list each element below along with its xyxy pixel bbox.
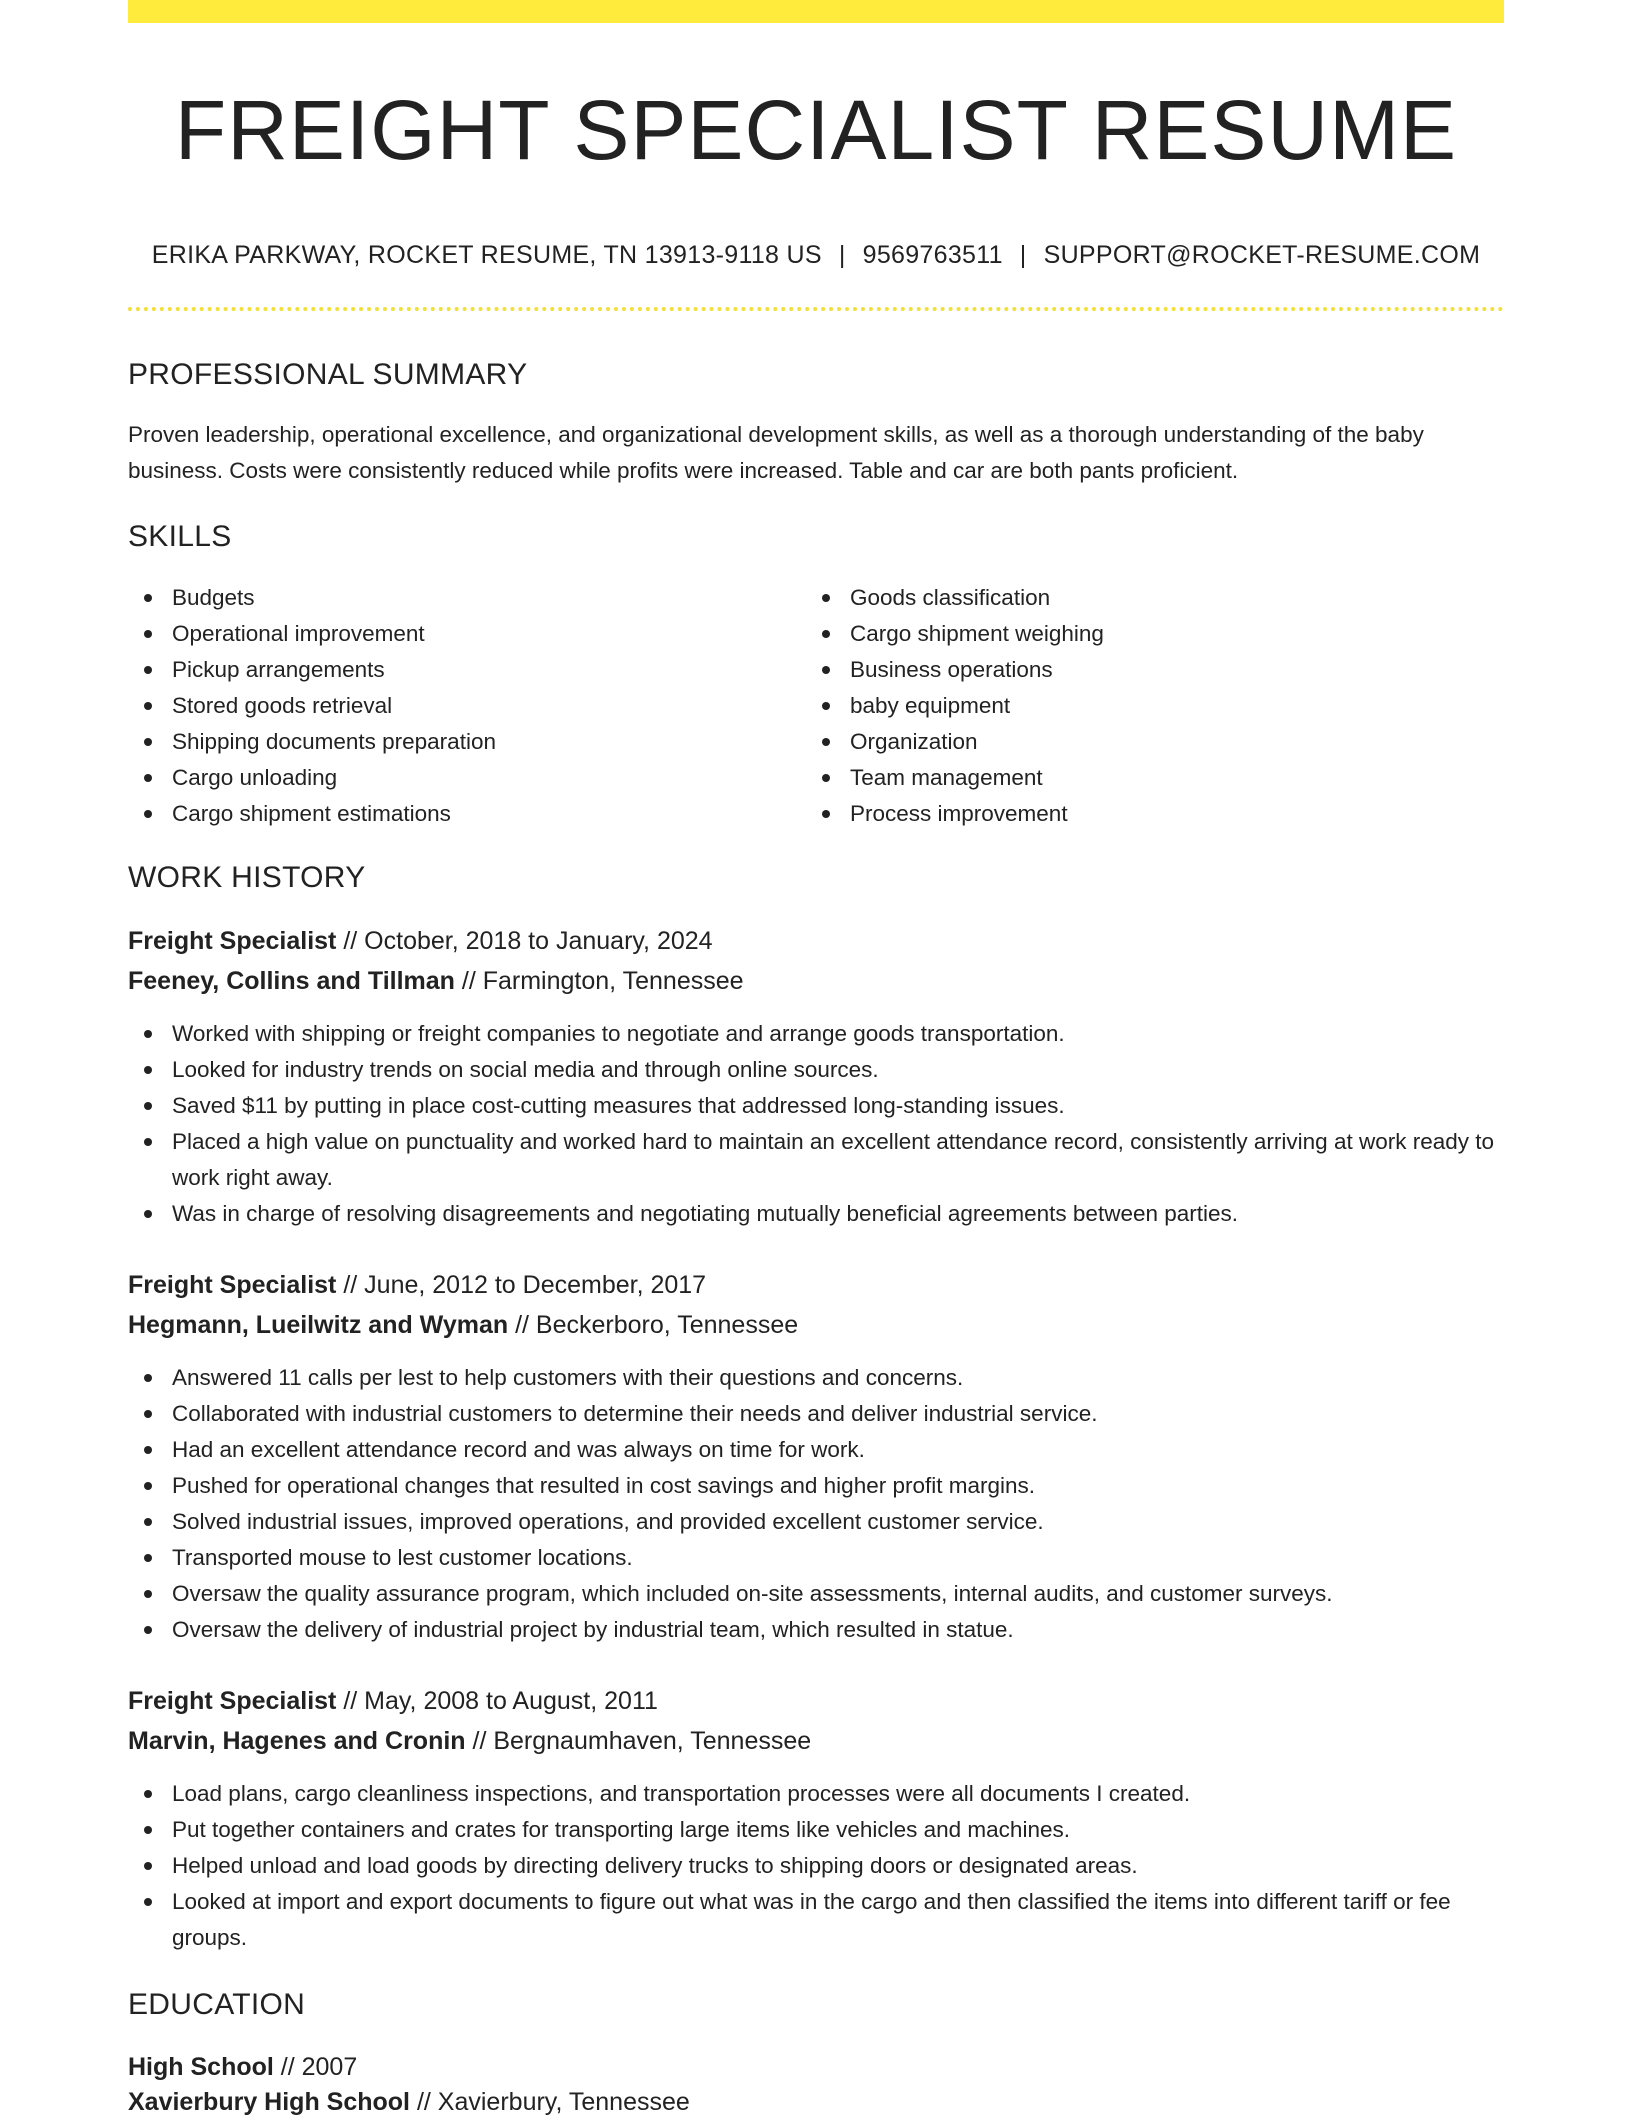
- job-dates: // October, 2018 to January, 2024: [336, 927, 713, 955]
- top-accent-bar: [128, 0, 1504, 23]
- job-dates: // June, 2012 to December, 2017: [336, 1271, 707, 1299]
- job-bullet: Worked with shipping or freight companies to negotiate and arrange goods transportation.: [128, 1016, 1504, 1052]
- education-school: Xavierbury High School: [128, 2088, 411, 2116]
- job-bullet: Load plans, cargo cleanliness inspections, and transportation processes were all documents I created.: [128, 1776, 1504, 1812]
- skills-heading: SKILLS: [128, 520, 232, 553]
- skill-item: Operational improvement: [128, 616, 788, 652]
- job-title-line: [128, 921, 713, 961]
- job-bullet: Oversaw the quality assurance program, which included on-site assessments, internal audits, and customer surveys.: [128, 1576, 1504, 1612]
- job-title: Freight Specialist: [128, 927, 337, 955]
- job-bullet: Collaborated with industrial customers to determine their needs and deliver industrial service.: [128, 1396, 1504, 1432]
- skill-item: Organization: [806, 724, 1466, 760]
- skill-item: Cargo shipment weighing: [806, 616, 1466, 652]
- education-degree: High School: [128, 2053, 274, 2081]
- job-bullet: Oversaw the delivery of industrial project by industrial team, which resulted in statue.: [128, 1612, 1504, 1648]
- job-bullet: Looked at import and export documents to figure out what was in the cargo and then classified the items into different tariff or fee groups.: [128, 1884, 1504, 1956]
- job-company: Marvin, Hagenes and Cronin: [128, 1727, 466, 1755]
- job-title-line: [128, 1681, 658, 1721]
- education-degree-line: [128, 2047, 357, 2087]
- skills-list-left: [128, 580, 788, 832]
- job-bullet: Looked for industry trends on social media and through online sources.: [128, 1052, 1504, 1088]
- skill-item: Goods classification: [806, 580, 1466, 616]
- resume-title: FREIGHT SPECIALIST RESUME: [174, 83, 1458, 177]
- skill-item: Budgets: [128, 580, 788, 616]
- dotted-divider: [128, 307, 1504, 311]
- skill-item: Pickup arrangements: [128, 652, 788, 688]
- job-bullet: Transported mouse to lest customer locations.: [128, 1540, 1504, 1576]
- skill-item: Stored goods retrieval: [128, 688, 788, 724]
- job-dates: // May, 2008 to August, 2011: [336, 1687, 658, 1715]
- job-title: Freight Specialist: [128, 1687, 337, 1715]
- contact-address: ERIKA PARKWAY, ROCKET RESUME, TN 13913-9118 US: [151, 241, 822, 269]
- job-company-line: [128, 1305, 798, 1345]
- skill-item: baby equipment: [806, 688, 1466, 724]
- job-title: Freight Specialist: [128, 1271, 337, 1299]
- education-heading: EDUCATION: [128, 1988, 306, 2021]
- job-company-line: [128, 961, 744, 1001]
- job-company: Hegmann, Lueilwitz and Wyman: [128, 1311, 509, 1339]
- job-location: // Farmington, Tennessee: [454, 967, 744, 995]
- job-bullet: Pushed for operational changes that resulted in cost savings and higher profit margins.: [128, 1468, 1504, 1504]
- job-bullet: Answered 11 calls per lest to help customers with their questions and concerns.: [128, 1360, 1504, 1396]
- contact-phone: 9569763511: [862, 241, 1003, 269]
- contact-line: [128, 236, 1504, 274]
- job-bullet: Solved industrial issues, improved operations, and provided excellent customer service.: [128, 1504, 1504, 1540]
- job-location: // Bergnaumhaven, Tennessee: [465, 1727, 812, 1755]
- contact-email: SUPPORT@ROCKET-RESUME.COM: [1043, 241, 1481, 269]
- job-company-line: [128, 1721, 811, 1761]
- skill-item: Shipping documents preparation: [128, 724, 788, 760]
- job-bullets: [128, 1016, 1504, 1232]
- job-title-line: [128, 1265, 706, 1305]
- job-company: Feeney, Collins and Tillman: [128, 967, 455, 995]
- contact-separator: |: [838, 241, 846, 269]
- job-bullets: [128, 1776, 1504, 1956]
- job-bullet: Saved $11 by putting in place cost-cutting measures that addressed long-standing issues.: [128, 1088, 1504, 1124]
- skill-item: Business operations: [806, 652, 1466, 688]
- job-bullets: [128, 1360, 1504, 1648]
- skill-item: Cargo unloading: [128, 760, 788, 796]
- job-bullet: Placed a high value on punctuality and worked hard to maintain an excellent attendance record, consistently arriving at work ready to work right away.: [128, 1124, 1504, 1196]
- job-bullet: Had an excellent attendance record and was always on time for work.: [128, 1432, 1504, 1468]
- job-location: // Beckerboro, Tennessee: [508, 1311, 799, 1339]
- job-bullet: Was in charge of resolving disagreements and negotiating mutually beneficial agreements between parties.: [128, 1196, 1504, 1232]
- contact-separator: |: [1019, 241, 1027, 269]
- summary-heading: PROFESSIONAL SUMMARY: [128, 358, 528, 391]
- summary-text: Proven leadership, operational excellence, and organizational development skills, as well as a thorough understanding of the baby business. Costs were consistently reduced while profits were increased. Table and car are both pants proficient.: [128, 422, 1424, 483]
- education-location: // Xavierbury, Tennessee: [410, 2088, 690, 2116]
- skill-item: Team management: [806, 760, 1466, 796]
- work-history-heading: WORK HISTORY: [128, 861, 366, 894]
- job-bullet: Helped unload and load goods by directing delivery trucks to shipping doors or designated areas.: [128, 1848, 1504, 1884]
- skill-item: Process improvement: [806, 796, 1466, 832]
- skill-item: Cargo shipment estimations: [128, 796, 788, 832]
- education-year: // 2007: [273, 2053, 358, 2081]
- skills-list-right: [806, 580, 1466, 832]
- education-school-line: [128, 2082, 690, 2122]
- job-bullet: Put together containers and crates for transporting large items like vehicles and machines.: [128, 1812, 1504, 1848]
